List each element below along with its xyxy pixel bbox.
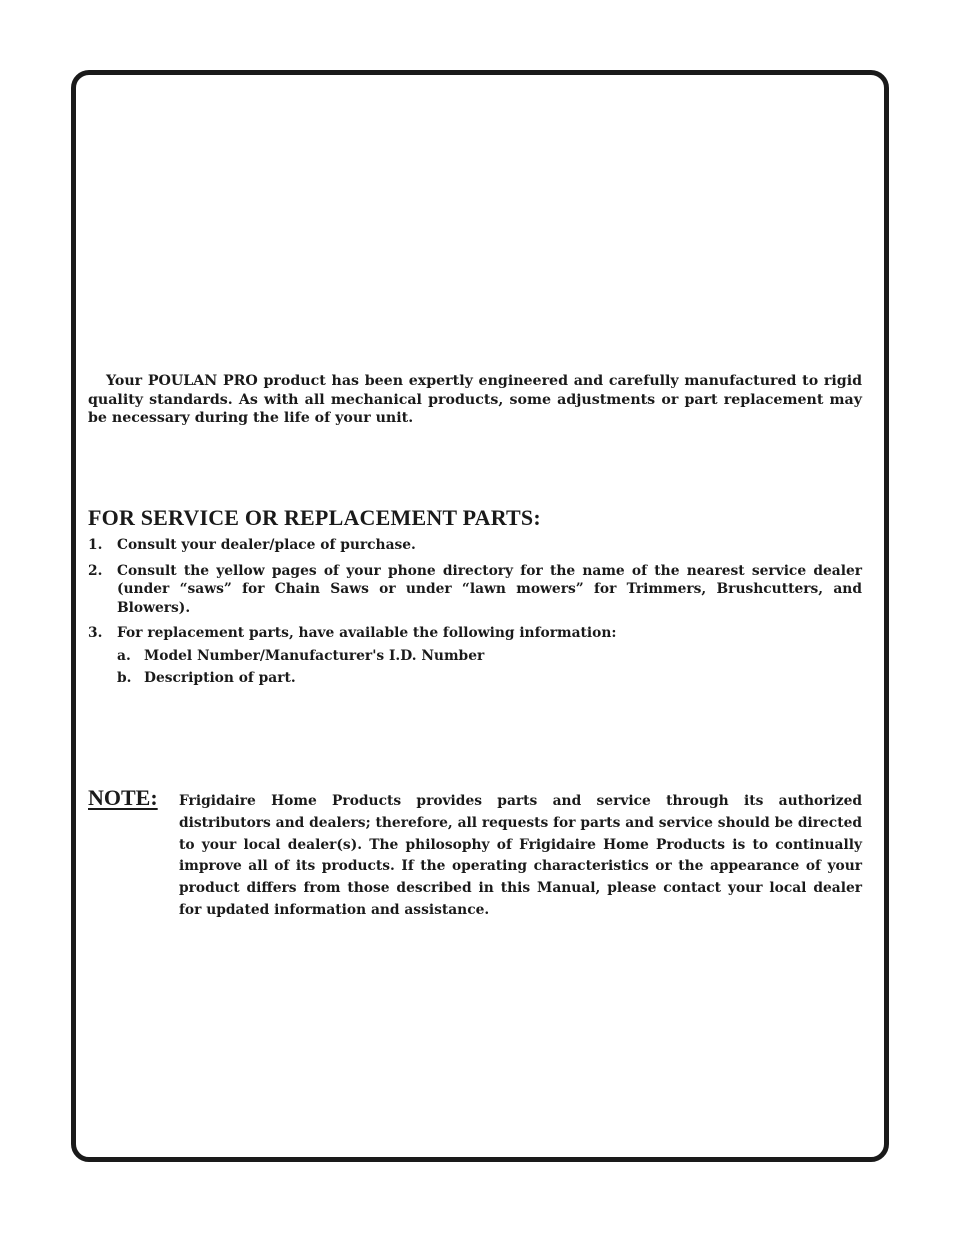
sub-item-text: Model Number/Manufacturer's I.D. Number [144, 647, 485, 664]
service-step [88, 562, 862, 618]
note-text: Frigidaire Home Products provides parts and service through its authorized distributors and dealers; therefore, all requests for parts and service should be directed to your local dealer(s). The philosophy of Frigidaire Home Products is to continually improve all of its products. If the operating characteristics or the appearance of your product differs from those described in this Manual, please contact your local dealer for updated information and assistance. [179, 793, 862, 918]
parts-info-item [117, 647, 862, 666]
step-text: Consult the yellow pages of your phone directory for the name of the nearest service dealer (under “saws” for Chain Saws or under “lawn mowers” for Trimmers, Brushcutters, and Blowers). [117, 562, 862, 616]
sub-item-text: Description of part. [144, 670, 296, 686]
service-steps-list [88, 536, 862, 695]
step-number: 1. [88, 537, 103, 553]
step-number: 2. [88, 562, 103, 579]
service-step [88, 624, 862, 688]
sub-item-letter: b. [117, 670, 132, 686]
intro-paragraph: Your POULAN PRO product has been expertly engineered and carefully manufactured to rigid quality standards. As with all mechanical products, some adjustments or part replacement may be necessary during the life of your unit. [88, 373, 862, 426]
step-number: 3. [88, 625, 103, 641]
step-text: Consult your dealer/place of purchase. [117, 537, 416, 553]
service-step [88, 536, 862, 555]
note-label: NOTE: [88, 785, 158, 810]
step-text: For replacement parts, have available the following information: [117, 625, 617, 641]
parts-info-item [117, 669, 862, 688]
service-heading: FOR SERVICE OR REPLACEMENT PARTS: [88, 505, 541, 530]
sub-item-letter: a. [117, 647, 131, 664]
parts-info-list [117, 647, 862, 688]
